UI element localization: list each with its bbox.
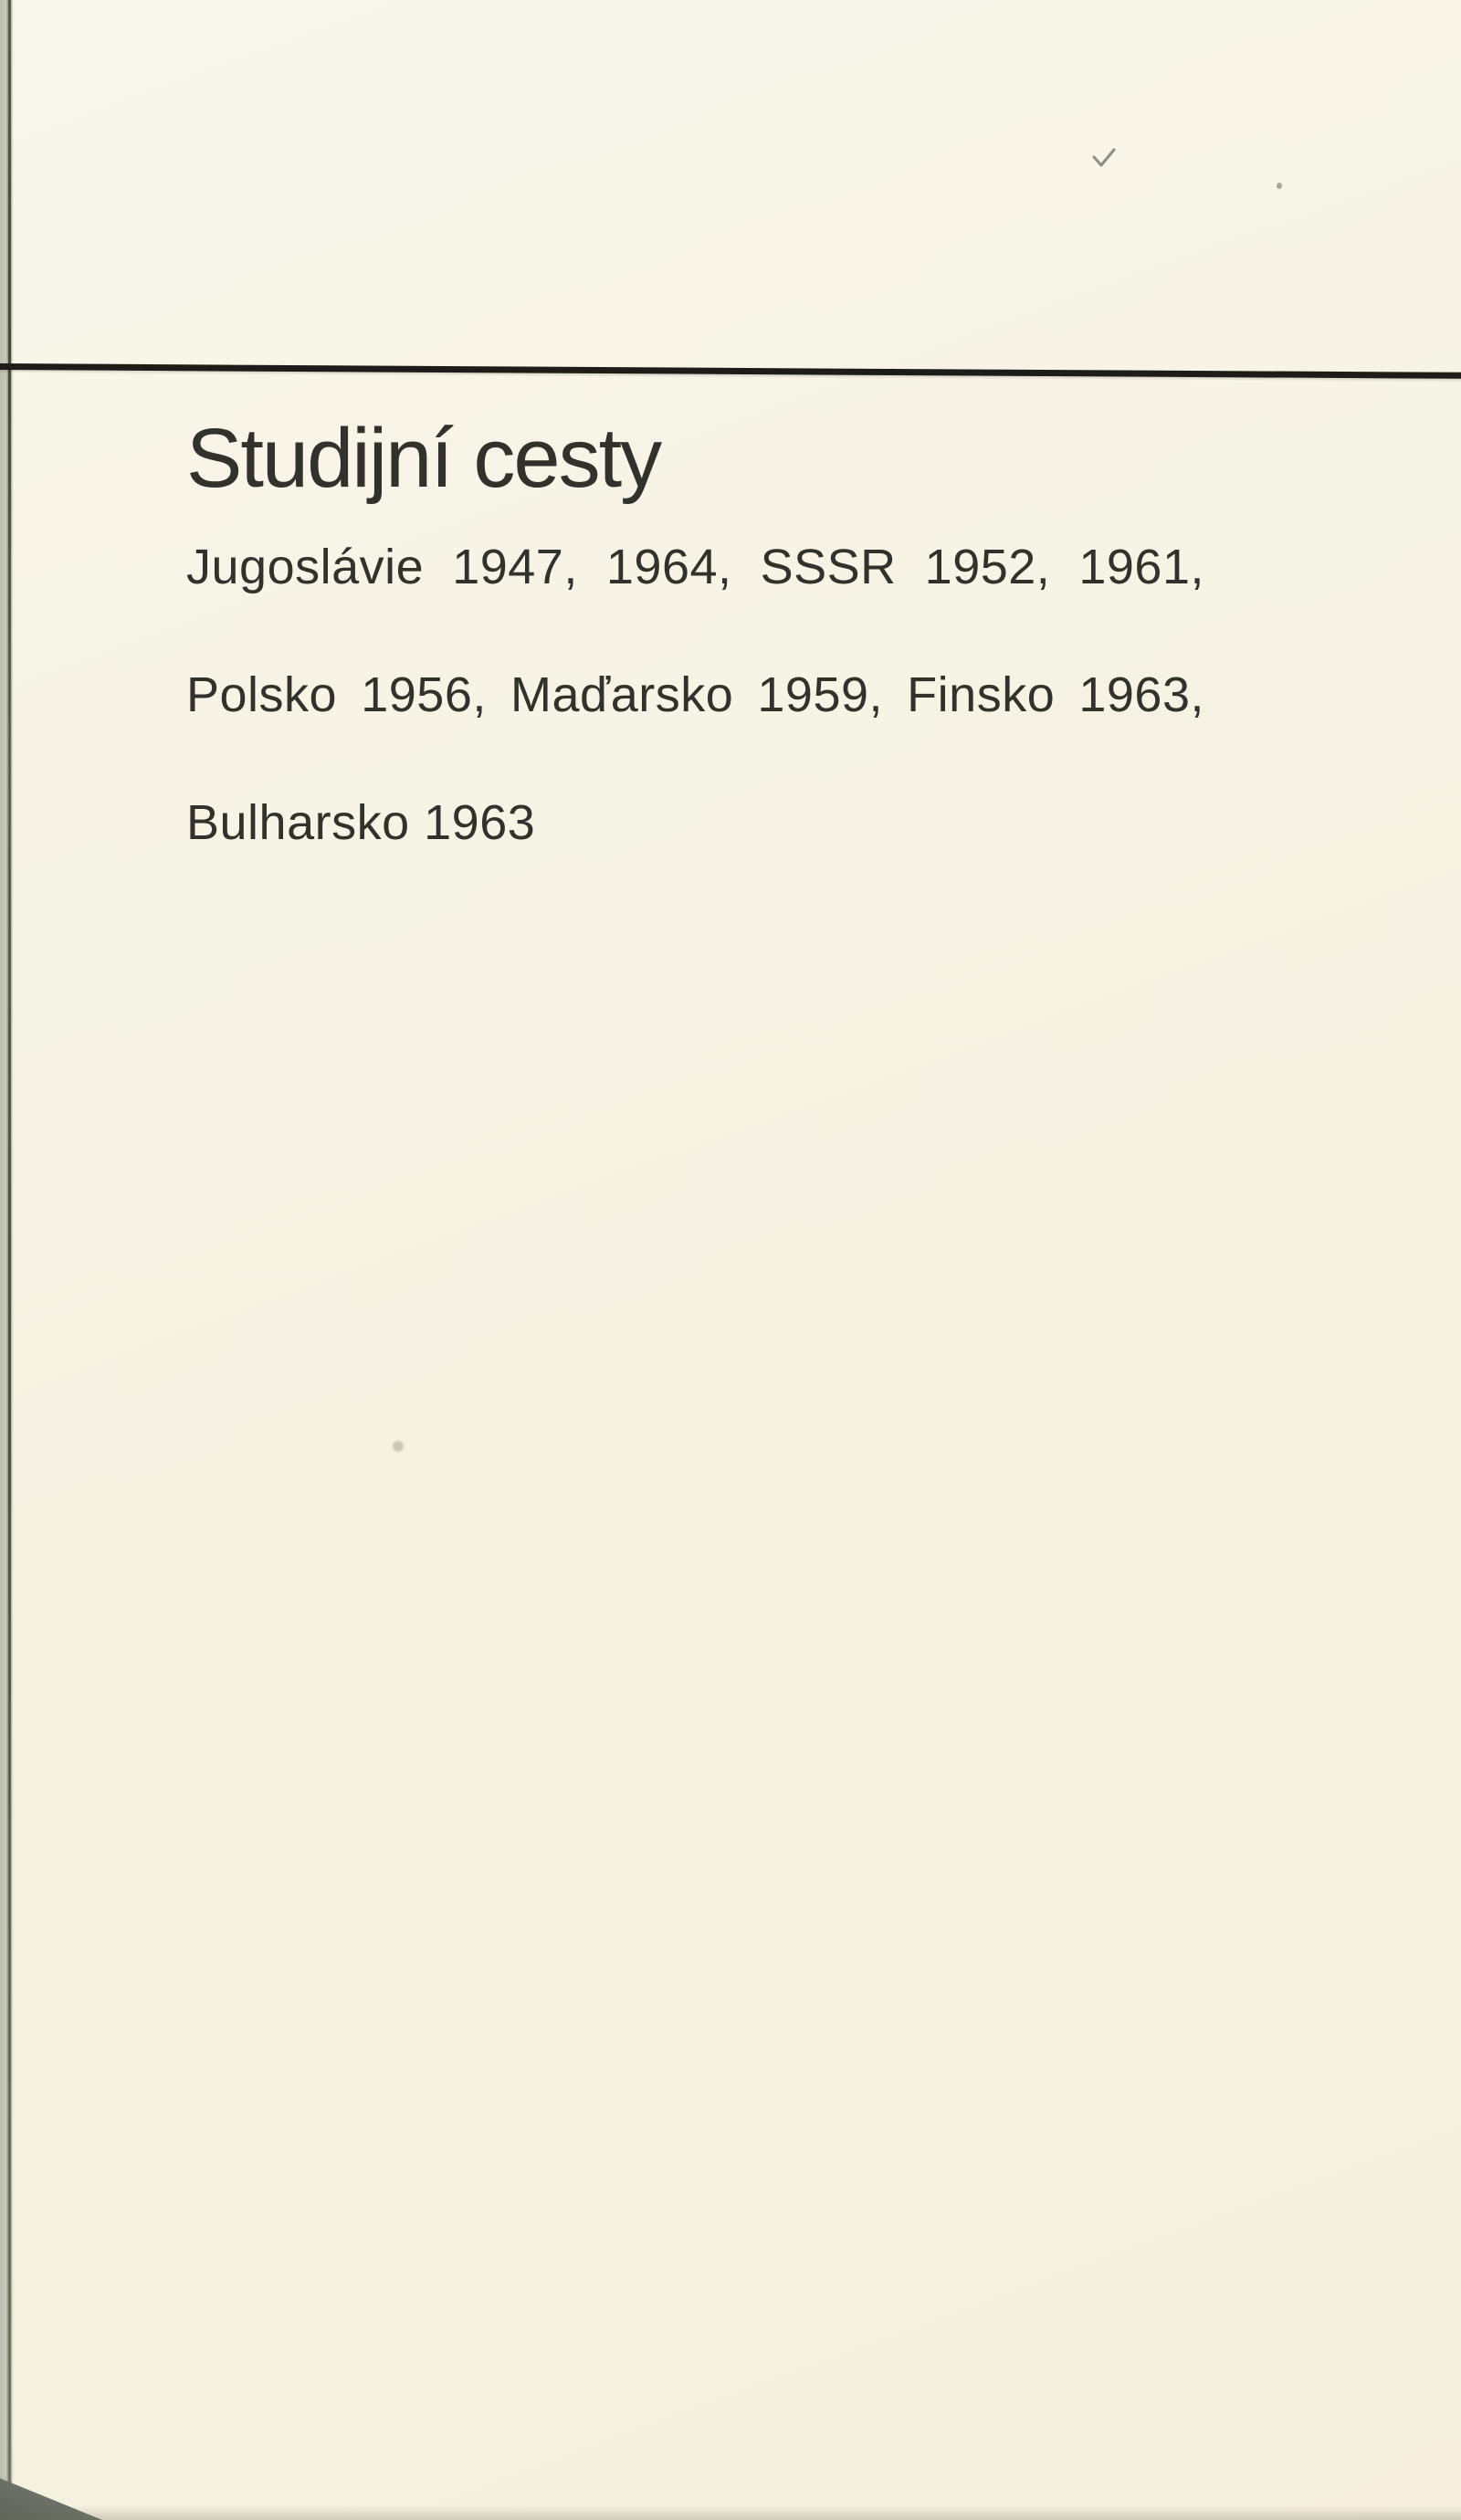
page-title: Studijní cesty [186, 412, 661, 505]
scan-gutter-edge [0, 0, 14, 2520]
scan-bottom-shade [0, 2505, 1461, 2520]
pencil-check-mark [1092, 148, 1116, 168]
paper-speck [393, 1441, 404, 1452]
study-trips-paragraph [186, 535, 1204, 855]
paragraph-line: Polsko 1956, Maďarsko 1959, Finsko 1963, [186, 667, 1204, 722]
paragraph-line: Bulharsko 1963 [186, 795, 536, 850]
paragraph-line: Jugoslávie 1947, 1964, SSSR 1952, 1961, [186, 540, 1204, 594]
text-block [186, 413, 1204, 855]
ink-fleck [1277, 183, 1282, 189]
horizontal-rule [0, 363, 1461, 379]
